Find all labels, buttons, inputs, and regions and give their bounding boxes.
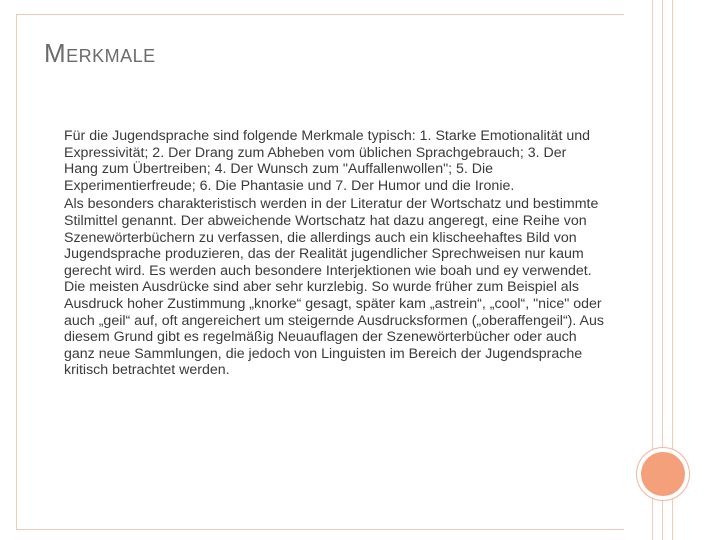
slide-body <box>64 128 604 381</box>
body-paragraph: Als besonders charakteristisch werden in der Literatur der Wortschatz und bestimmte Stilmittel genannt. Der abweichende Wortschatz hat dazu angeregt, eine Reihe von Szenewörterbüchern zu verfassen, die allerdings auch ein klischeehaftes Bild von Jugendsprache produzieren, das der Realität jugendlicher Sprechweisen nur kaum gerecht wird. Es werden auch besondere Interjektionen wie boah und ey verwendet. Die meisten Ausdrücke sind aber sehr kurzlebig. So wurde früher zum Beispiel als Ausdruck hoher Zustimmung „knorke“ gesagt, später kam „astrein“, „cool“, "nice" oder auch „geil“ auf, oft angereichert um steigernde Ausdrucksformen („oberaffengeil“). Aus diesem Grund gibt es regelmäßig Neuauflagen der Szenewörterbücher oder auch ganz neue Sammlungen, die jedoch von Linguisten im Bereich der Jugendsprache kritisch betrachtet werden. <box>64 196 604 379</box>
slide-title: Merkmale <box>44 38 156 68</box>
body-paragraph: Für die Jugendsprache sind folgende Merkmale typisch: 1. Starke Emotionalität und Expressivität; 2. Der Drang zum Abheben vom üblichen Sprachgebrauch; 3. Der Hang zum Übertreiben; 4. Der Wunsch zum "Auffallenwollen"; 5. Die Experimentierfreude; 6. Die Phantasie und 7. Der Humor und die Ironie. <box>64 128 591 194</box>
decorative-circle <box>641 452 685 496</box>
